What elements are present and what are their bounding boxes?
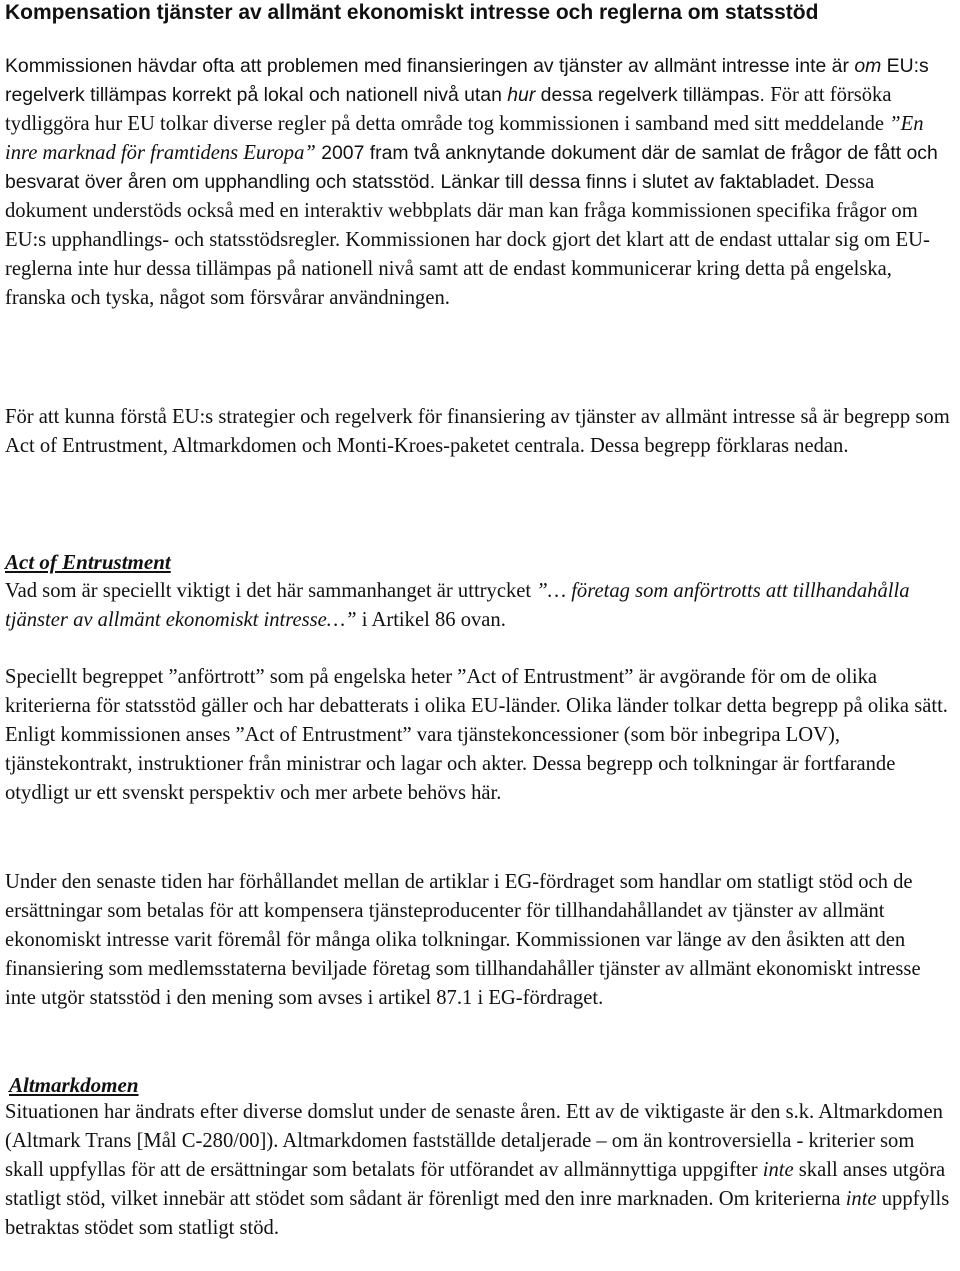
document-title: Kompensation tjänster av allmänt ekonomiskt intresse och reglerna om statsstöd bbox=[5, 1, 819, 24]
intro-text-b: EU:s regelverk tillämpas korrekt på lokal och nationell nivå utan bbox=[5, 55, 929, 106]
intro-text-d: För att försöka tydliggöra hur EU tolkar diverse regler på detta område tog kommissionen i samband med sitt meddelande bbox=[5, 84, 892, 135]
altmark-em-inte-2: inte bbox=[845, 1188, 877, 1210]
heading-altmarkdomen: Altmarkdomen bbox=[9, 1073, 139, 1097]
intro-em-om: om bbox=[854, 55, 882, 77]
intro-text-e: 2007 fram två anknytande dokument där de samlat de frågor de fått och besvarat över åren om upphandling och statsstöd. Länkar till dessa finns i slutet av faktabladet. bbox=[5, 142, 938, 193]
paragraph-eg-treaty: Under den senaste tiden har förhållandet mellan de artiklar i EG-fördraget som handlar om statligt stöd och de ersättningar som betalas för att kompensera tjänsteproducenter för tillhandahållandet av tjänster av allmänt ekonomiskt intresse varit föremål för många olika tolkningar. Kommissionen var länge av den åsikten att den finansiering som medlemsstaterna beviljade företag som tillhandahåller tjänster av allmänt ekonomiskt intresse inte utgör statsstöd i den mening som avses i artikel 87.1 i EG-fördraget. bbox=[5, 871, 921, 1009]
altmark-text-a: Situationen har ändrats efter diverse domslut under de senaste åren. Ett av de viktigaste är den s.k. Altmarkdomen (Altmark Trans [Mål C-280/00]). Altmarkdomen fastställde detaljerade – om än kontroversiella - kriterier som skall uppfyllas för att de ersättningar som betalats för utförandet av allmännyttiga uppgifter bbox=[5, 1101, 943, 1181]
article-quote: ”… företag som anförtrotts att tillhandahålla tjänster av allmänt ekonomiskt intresse…” bbox=[5, 580, 910, 631]
altmark-em-inte-1: inte bbox=[762, 1159, 794, 1181]
paragraph-intro bbox=[5, 52, 955, 313]
article-text-a: Vad som är speciellt viktigt i det här sammanhanget är uttrycket bbox=[5, 580, 537, 602]
intro-text-c: dessa regelverk tillämpas. bbox=[535, 84, 771, 106]
article-text-b: i Artikel 86 ovan. bbox=[356, 609, 506, 631]
altmark-text-c: uppfylls betraktas stödet som statligt stöd. bbox=[5, 1188, 950, 1239]
heading-act-of-entrustment: Act of Entrustment bbox=[5, 550, 171, 574]
paragraph-altmark bbox=[5, 1098, 955, 1243]
intro-text-a: Kommissionen hävdar ofta att problemen med finansieringen av tjänster av allmänt intresse inte är bbox=[5, 55, 855, 77]
intro-em-meddelande: ”En inre marknad för framtidens Europa” bbox=[5, 113, 924, 164]
intro-text-g: Kommissionen har dock gjort det klart att de endast uttalar sig om EU-reglerna inte hur dessa tillämpas på nationell nivå samt att de endast kommunicerar kring detta på engelska, franska och tyska, något som försvårar användningen. bbox=[5, 229, 930, 309]
intro-em-hur: hur bbox=[507, 84, 536, 106]
paragraph-entrustment: Speciellt begreppet ”anförtrott” som på engelska heter ”Act of Entrustment” är avgörande för om de olika kriterierna för statsstöd gäller och har debatterats i olika EU-länder. Olika länder tolkar detta begrepp på olika sätt. Enligt kommissionen anses ”Act of Entrustment” vara tjänstekoncessioner (som bör inbegripa LOV), tjänstekontrakt, instruktioner från ministrar och lagar och akter. Dessa begrepp och tolkningar är fortfarande otydligt ur ett svenskt perspektiv och mer arbete behövs här. bbox=[5, 666, 948, 804]
intro-text-f: Dessa dokument understöds också med en interaktiv webbplats där man kan fråga kommissionen specifika frågor om EU:s upphandlings- och statsstödsregler. bbox=[5, 171, 918, 251]
paragraph-article-86 bbox=[5, 577, 955, 635]
altmark-text-b: skall anses utgöra statligt stöd, vilket innebär att stödet som sådant är förenligt med den inre marknaden. Om kriterierna bbox=[5, 1159, 946, 1210]
paragraph-concepts: För att kunna förstå EU:s strategier och regelverk för finansiering av tjänster av allmänt intresse så är begrepp som Act of Entrustment, Altmarkdomen och Monti-Kroes-paketet centrala. Dessa begrepp förklaras nedan. bbox=[5, 406, 950, 457]
